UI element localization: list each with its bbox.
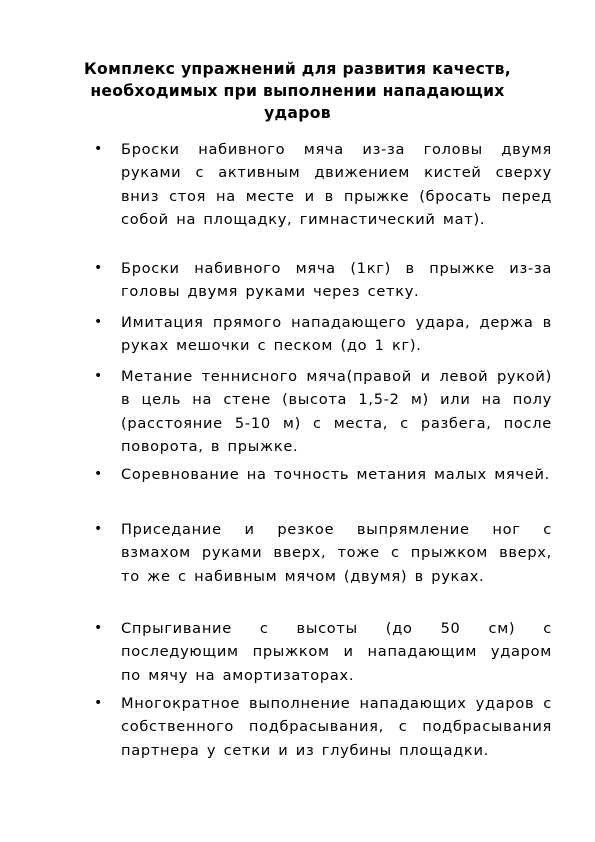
list-item <box>94 138 552 232</box>
list-item-text: Броски набивного мяча (1кг) в прыжке из-за головы двумя руками через сетку. <box>121 260 552 301</box>
list-item-text: Приседание и резкое выпрямление ног с взмахом руками вверх, тоже с прыжком вверх, то же с набивным мячом (двумя) в руках. <box>121 521 552 585</box>
bullet-icon: • <box>94 368 103 384</box>
list-item <box>94 617 552 687</box>
list-item-text: Многократное выполнение нападающих ударов с собственного подбрасывания, с подбрасывания партнера у сетки и из глубины площадки. <box>121 695 552 759</box>
bullet-icon: • <box>94 466 103 482</box>
list-item <box>94 692 552 762</box>
list-item-text: Спрыгивание с высоты (до 50 см) с последующим прыжком и нападающим ударом по мячу на амортизаторах. <box>121 620 552 684</box>
document-title: Комплекс упражнений для развития качеств, необходимых при выполнении нападающих ударов <box>84 60 511 122</box>
list-item <box>94 365 552 459</box>
bullet-icon: • <box>94 695 103 711</box>
list-item <box>94 257 552 304</box>
list-item-text: Метание теннисного мяча(правой и левой рукой) в цель на стене (высота 1,5-2 м) или на полу (расстояние 5-10 м) с места, с разбега, после поворота, в прыжке. <box>121 368 552 456</box>
list-item <box>94 463 552 486</box>
bullet-icon: • <box>94 314 103 330</box>
bullet-icon: • <box>94 620 103 636</box>
bullet-icon: • <box>94 260 103 276</box>
list-item <box>94 518 552 588</box>
bullet-icon: • <box>94 141 103 157</box>
bullet-icon: • <box>94 521 103 537</box>
list-item-text: Имитация прямого нападающего удара, держа в руках мешочки с песком (до 1 кг). <box>121 314 552 355</box>
list-item-text: Броски набивного мяча из-за головы двумя руками с активным движением кистей сверху вниз стоя на месте и в прыжке (бросать перед собой на площадку, гимнастический мат). <box>121 141 552 229</box>
list-item <box>94 311 552 358</box>
list-item-text: Соревнование на точность метания малых мячей. <box>121 466 550 483</box>
